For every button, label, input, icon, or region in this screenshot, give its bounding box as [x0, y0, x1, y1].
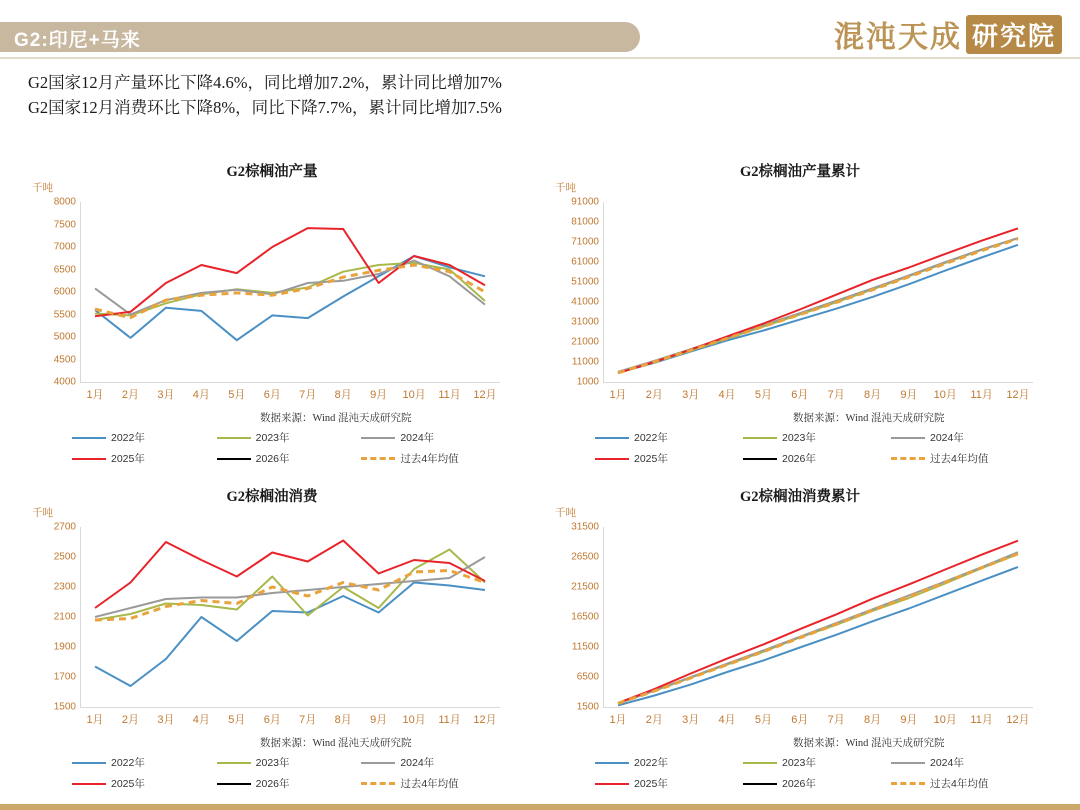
x-tick-label: 3月 [157, 389, 175, 401]
legend-swatch [217, 458, 251, 460]
logo-badge: 研究院 [966, 15, 1062, 54]
legend-item[interactable] [595, 451, 739, 466]
legend-label: 2023年 [255, 757, 290, 769]
x-tick-label: 2月 [645, 389, 663, 401]
page-title: G2:印尼+马来 [14, 30, 141, 51]
y-axis-unit-cons_cum: 千吨 [555, 507, 576, 519]
y-tick-label: 5500 [53, 309, 76, 320]
y-tick-label: 51000 [571, 276, 599, 288]
y-tick-label: 81000 [571, 216, 599, 228]
summary-line-production: G2国家12月产量环比下降4.6%，同比增加7.2%，累计同比增加7% [28, 73, 502, 92]
legend-swatch [361, 437, 395, 439]
company-logo [834, 12, 1062, 56]
x-tick-label: 9月 [900, 389, 918, 401]
legend-label: 过去4年均值 [400, 453, 459, 465]
legend-item[interactable] [743, 755, 887, 770]
legend-item[interactable] [361, 755, 502, 770]
series-line [618, 552, 1018, 703]
chart-title-cons_cum: G2棕榈油消费累计 [739, 489, 861, 505]
x-tick-label: 6月 [263, 389, 281, 401]
legend-label: 2022年 [634, 432, 668, 444]
y-tick-label: 1000 [576, 376, 599, 388]
legend-swatch [217, 783, 251, 785]
plot-area-cons [53, 521, 500, 726]
series-layer-cons [80, 527, 500, 707]
y-tick-label: 7000 [53, 241, 76, 253]
x-tick-label: 1月 [86, 389, 104, 401]
x-tick-label: 11月 [970, 389, 993, 401]
chart-title-cons: G2棕榈油消费 [226, 489, 318, 505]
y-tick-label: 2500 [53, 551, 76, 563]
x-tick-label: 5月 [228, 714, 246, 726]
x-axis-line [603, 707, 1033, 708]
legend-item[interactable] [891, 776, 1035, 791]
legend-item[interactable] [217, 451, 358, 466]
legend-label: 2026年 [255, 778, 290, 790]
chart-panel-cons [22, 485, 522, 805]
x-tick-label: 6月 [263, 714, 281, 726]
y-tick-label: 4500 [53, 354, 76, 365]
legend-swatch [891, 782, 925, 785]
y-tick-label: 8000 [53, 196, 76, 208]
legend-item[interactable] [217, 776, 358, 791]
chart-title-prod: G2棕榈油产量 [226, 164, 318, 180]
y-tick-label: 11000 [571, 356, 599, 368]
legend-swatch [72, 437, 106, 439]
x-tick-label: 3月 [682, 714, 700, 726]
legend-label: 2023年 [782, 757, 816, 769]
series-line [618, 238, 1018, 372]
legend-swatch [72, 783, 106, 785]
chart-panel-prod [22, 160, 522, 480]
y-tick-label: 6000 [53, 286, 76, 298]
y-tick-label: 7500 [53, 219, 76, 230]
legend-item[interactable] [361, 776, 502, 791]
y-tick-label: 2100 [53, 611, 76, 623]
y-tick-label: 21000 [571, 336, 599, 348]
x-tick-label: 8月 [334, 714, 352, 726]
x-tick-label: 4月 [718, 714, 736, 726]
x-tick-label: 4月 [192, 389, 210, 401]
chart-panel-cons_cum [545, 485, 1055, 805]
x-tick-label: 9月 [370, 389, 388, 401]
y-tick-label: 1900 [53, 641, 76, 653]
legend-item[interactable] [891, 451, 1035, 466]
header-divider [0, 57, 1080, 59]
legend-label: 2026年 [782, 453, 816, 465]
x-tick-label: 2月 [645, 714, 663, 726]
y-tick-label: 5000 [53, 331, 76, 343]
x-tick-label: 6月 [791, 714, 809, 726]
x-tick-label: 5月 [228, 389, 246, 401]
x-tick-label: 1月 [86, 714, 104, 726]
legend-label: 2023年 [782, 432, 816, 444]
chart-legend-cons [72, 755, 502, 791]
legend-item[interactable] [361, 451, 502, 466]
x-tick-label: 7月 [827, 714, 845, 726]
legend-item[interactable] [595, 776, 739, 791]
legend-swatch [743, 437, 777, 439]
x-tick-label: 10月 [402, 389, 426, 401]
x-tick-label: 6月 [791, 389, 809, 401]
legend-item[interactable] [72, 430, 213, 445]
legend-label: 2025年 [111, 453, 145, 465]
legend-item[interactable] [361, 430, 502, 445]
x-axis-line [80, 707, 500, 708]
series-layer-prod [80, 202, 500, 382]
y-tick-label: 16500 [571, 611, 599, 623]
legend-item[interactable] [891, 755, 1035, 770]
data-source-note: 数据来源：Wind 混沌天成研究院 [260, 413, 412, 424]
x-tick-label: 2月 [121, 714, 140, 726]
legend-swatch [891, 457, 925, 460]
summary-line-consumption: G2国家12月消费环比下降8%，同比下降7.7%，累计同比增加7.5% [28, 98, 502, 117]
plot-area-prod_cum [571, 196, 1033, 401]
series-line [618, 541, 1018, 703]
series-line [618, 228, 1018, 373]
footer-divider [0, 804, 1080, 810]
x-tick-label: 8月 [863, 714, 882, 726]
series-layer-cons_cum [603, 527, 1033, 707]
legend-item[interactable] [217, 430, 358, 445]
legend-item[interactable] [72, 451, 213, 466]
y-tick-label: 1500 [53, 701, 76, 713]
x-tick-label: 4月 [718, 389, 736, 401]
legend-item[interactable] [743, 430, 887, 445]
legend-swatch [361, 762, 395, 764]
legend-label: 过去4年均值 [930, 453, 989, 465]
plot-area-cons_cum [571, 521, 1033, 726]
legend-label: 2026年 [782, 778, 816, 790]
y-tick-label: 31000 [571, 316, 599, 328]
y-tick-label: 71000 [571, 236, 599, 248]
legend-label: 2023年 [255, 432, 290, 444]
y-tick-label: 4000 [53, 376, 76, 388]
x-tick-label: 5月 [754, 714, 773, 726]
legend-item[interactable] [891, 430, 1035, 445]
legend-swatch [72, 762, 106, 764]
x-tick-label: 12月 [473, 389, 497, 401]
legend-label: 2026年 [255, 453, 290, 465]
series-layer-prod_cum [603, 202, 1033, 382]
x-tick-label: 5月 [754, 389, 773, 401]
x-tick-label: 8月 [334, 389, 352, 401]
x-tick-label: 4月 [192, 714, 210, 726]
data-source-note: 数据来源：Wind 混沌天成研究院 [793, 738, 945, 749]
data-source-note: 数据来源：Wind 混沌天成研究院 [793, 413, 945, 424]
legend-swatch [595, 437, 629, 439]
series-line [95, 583, 485, 687]
legend-swatch [595, 458, 629, 460]
legend-swatch [361, 782, 395, 785]
legend-swatch [891, 762, 925, 764]
legend-swatch [361, 457, 395, 460]
legend-item[interactable] [72, 755, 213, 770]
series-line [95, 541, 485, 609]
y-tick-label: 6500 [576, 671, 599, 683]
x-tick-label: 1月 [609, 389, 627, 401]
y-tick-label: 41000 [571, 296, 599, 308]
legend-item[interactable] [72, 776, 213, 791]
series-line [618, 567, 1018, 705]
x-tick-label: 11月 [438, 389, 461, 401]
y-tick-label: 26500 [571, 551, 599, 563]
x-tick-label: 9月 [370, 714, 388, 726]
y-tick-label: 11500 [571, 641, 599, 653]
data-source-note: 数据来源：Wind 混沌天成研究院 [260, 738, 412, 749]
y-tick-label: 2300 [53, 581, 76, 593]
legend-label: 过去4年均值 [930, 778, 989, 790]
series-line [95, 265, 485, 318]
logo-text: 混沌天成 [833, 21, 962, 54]
x-tick-label: 11月 [970, 714, 993, 726]
chart-title-prod_cum: G2棕榈油产量累计 [739, 164, 861, 180]
x-tick-label: 3月 [157, 714, 175, 726]
chart-panel-prod_cum [545, 160, 1055, 480]
x-tick-label: 7月 [299, 714, 317, 726]
x-tick-label: 7月 [827, 389, 845, 401]
series-line [618, 554, 1018, 704]
x-tick-label: 7月 [299, 389, 317, 401]
y-axis-unit-prod: 千吨 [32, 182, 53, 194]
chart-legend-prod_cum [595, 430, 1035, 466]
x-tick-label: 10月 [933, 389, 957, 401]
legend-swatch [217, 762, 251, 764]
legend-swatch [743, 762, 777, 764]
legend-label: 2024年 [400, 757, 435, 769]
x-tick-label: 2月 [121, 389, 140, 401]
x-tick-label: 10月 [933, 714, 957, 726]
x-tick-label: 12月 [473, 714, 497, 726]
x-tick-label: 12月 [1006, 389, 1030, 401]
x-axis-line [80, 382, 500, 383]
legend-swatch [595, 783, 629, 785]
x-tick-label: 8月 [863, 389, 882, 401]
y-axis-unit-prod_cum: 千吨 [555, 182, 576, 194]
plot-area-prod [53, 196, 500, 401]
summary-text [28, 70, 928, 120]
x-tick-label: 12月 [1006, 714, 1030, 726]
y-tick-label: 2700 [53, 521, 76, 533]
x-tick-label: 11月 [438, 714, 461, 726]
chart-legend-prod [72, 430, 502, 466]
y-tick-label: 21500 [571, 581, 599, 593]
legend-item[interactable] [595, 755, 739, 770]
x-tick-label: 1月 [609, 714, 627, 726]
x-tick-label: 10月 [402, 714, 426, 726]
x-tick-label: 9月 [900, 714, 918, 726]
legend-label: 2024年 [930, 432, 964, 444]
legend-label: 2022年 [111, 757, 145, 769]
legend-swatch [217, 437, 251, 439]
chart-legend-cons_cum [595, 755, 1035, 791]
legend-swatch [72, 458, 106, 460]
legend-label: 2022年 [634, 757, 668, 769]
y-tick-label: 1500 [576, 701, 599, 713]
legend-item[interactable] [743, 451, 887, 466]
y-tick-label: 61000 [571, 256, 599, 268]
legend-swatch [743, 783, 777, 785]
legend-label: 2024年 [400, 432, 435, 444]
legend-swatch [595, 762, 629, 764]
y-tick-label: 1700 [53, 671, 76, 683]
y-tick-label: 31500 [571, 521, 599, 533]
legend-label: 2025年 [111, 778, 145, 790]
legend-swatch [743, 458, 777, 460]
legend-swatch [891, 437, 925, 439]
legend-label: 2025年 [634, 778, 668, 790]
x-axis-line [603, 382, 1033, 383]
legend-item[interactable] [595, 430, 739, 445]
legend-label: 过去4年均值 [400, 778, 459, 790]
legend-label: 2024年 [930, 757, 964, 769]
x-tick-label: 3月 [682, 389, 700, 401]
legend-label: 2022年 [111, 432, 145, 444]
page-header [0, 0, 1080, 58]
legend-label: 2025年 [634, 453, 668, 465]
legend-item[interactable] [743, 776, 887, 791]
series-line [95, 228, 485, 316]
legend-item[interactable] [217, 755, 358, 770]
y-tick-label: 6500 [53, 264, 76, 275]
y-axis-unit-cons: 千吨 [32, 507, 53, 519]
y-tick-label: 91000 [571, 196, 599, 208]
